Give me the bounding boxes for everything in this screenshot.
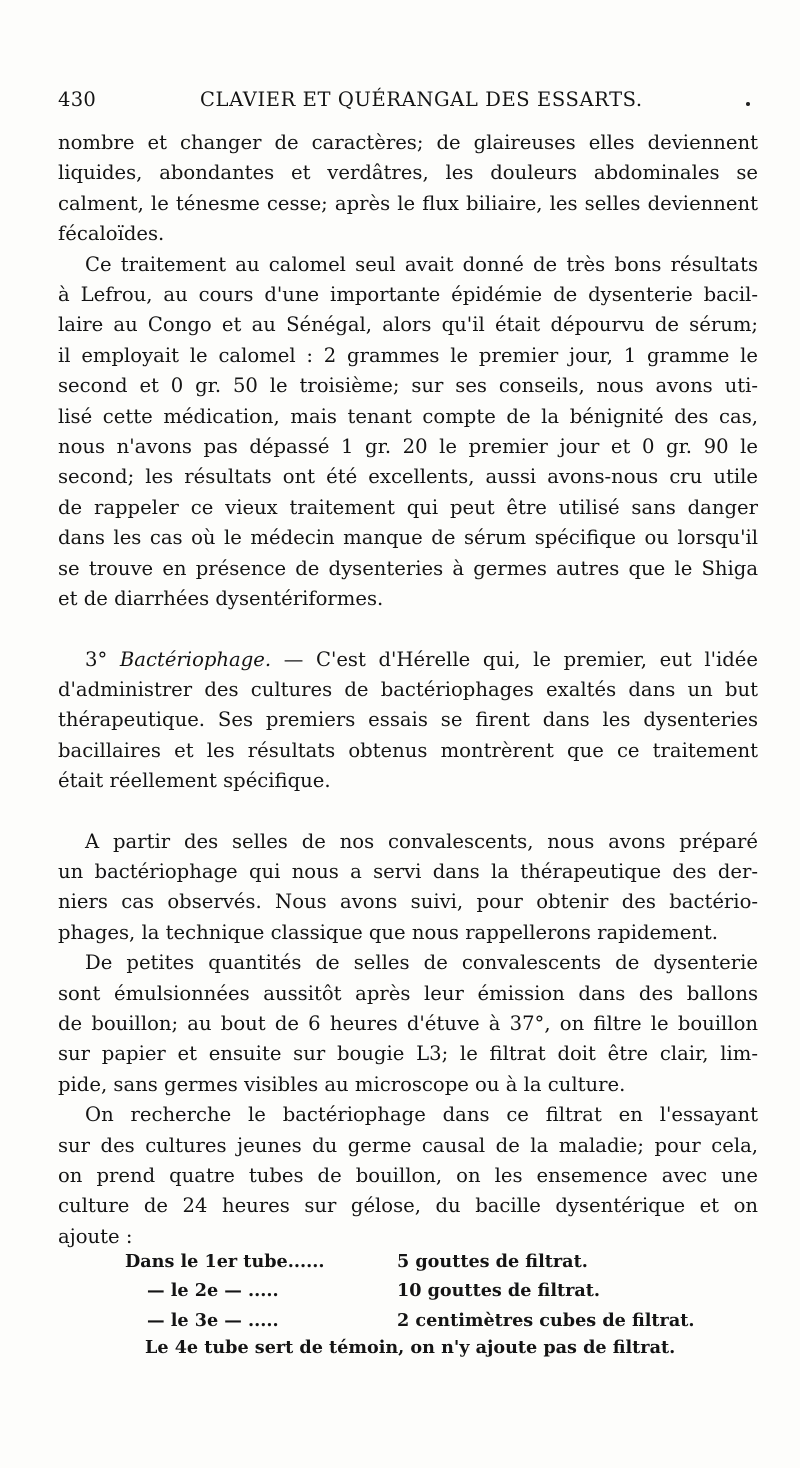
text-line: se trouve en présence de dysenteries à germes autres que le Shiga xyxy=(58,556,758,580)
text-line: second et 0 gr. 50 le troisième; sur ses conseils, nous avons uti- xyxy=(58,374,758,398)
table-row xyxy=(125,1247,745,1276)
body-text xyxy=(58,128,758,1252)
text-line: thérapeutique. Ses premiers essais se firent dans les dysenteries xyxy=(58,708,758,732)
section-title: Bactériophage. xyxy=(119,647,272,671)
text-line: fécaloïdes. xyxy=(58,222,165,246)
dosage-table xyxy=(125,1247,745,1335)
text-line: Ce traitement au calomel seul avait donné de très bons résultats xyxy=(85,252,758,276)
table-cell-tube: — le 3e — ..... xyxy=(147,1309,279,1331)
text-line: ajoute : xyxy=(58,1224,133,1248)
text-line: nombre et changer de caractères; de glaireuses elles deviennent xyxy=(58,131,758,154)
table-cell-tube: — le 2e — ..... xyxy=(147,1280,279,1302)
text-line: un bactériophage qui nous a servi dans la thérapeutique des der- xyxy=(58,859,758,883)
text-line: bacillaires et les résultats obtenus montrèrent que ce traitement xyxy=(58,738,758,762)
table-row xyxy=(125,1306,745,1335)
text-line: sont émulsionnées aussitôt après leur émission dans des ballons xyxy=(58,981,758,1005)
text-line: second; les résultats ont été excellents, aussi avons-nous cru utile xyxy=(58,465,758,489)
section-heading-line xyxy=(58,645,758,675)
text-line: lisé cette médication, mais tenant compte de la bénignité des cas, xyxy=(58,404,758,428)
page-header xyxy=(58,88,758,114)
table-row xyxy=(125,1276,745,1305)
control-tube-note: Le 4e tube sert de témoin, on n'y ajoute pas de filtrat. xyxy=(145,1337,676,1358)
text-line: pide, sans germes visibles au microscope ou à la culture. xyxy=(58,1072,626,1096)
text-line: à Lefrou, au cours d'une importante épidémie de dysenterie bacil- xyxy=(58,283,758,307)
text-line: liquides, abondantes et verdâtres, les douleurs abdominales se xyxy=(58,161,758,185)
text-line: A partir des selles de nos convalescents, nous avons préparé xyxy=(85,829,758,853)
text-line: culture de 24 heures sur gélose, du bacille dysentérique et on xyxy=(58,1194,758,1218)
table-cell-dose: 10 gouttes de filtrat. xyxy=(397,1280,601,1302)
text-line: phages, la technique classique que nous rappellerons rapidement. xyxy=(58,920,719,944)
text-line: et de diarrhées dysentériformes. xyxy=(58,587,384,611)
text-line: il employait le calomel : 2 grammes le premier jour, 1 gramme le xyxy=(58,343,758,367)
table-cell-tube: Dans le 1er tube...... xyxy=(125,1251,325,1272)
text-line: nous n'avons pas dépassé 1 gr. 20 le premier jour et 0 gr. 90 le xyxy=(58,435,758,459)
text-line: sur des cultures jeunes du germe causal de la maladie; pour cela, xyxy=(58,1133,758,1157)
text-line: On recherche le bactériophage dans ce filtrat en l'essayant xyxy=(85,1103,758,1127)
section-dash: — xyxy=(283,647,304,671)
text-line: était réellement spécifique. xyxy=(58,769,331,793)
section-first-line: C'est d'Hérelle qui, le premier, eut l'idée xyxy=(315,647,759,671)
section-number: 3° xyxy=(85,647,108,671)
text-line: De petites quantités de selles de convalescents de dysenterie xyxy=(85,951,758,975)
running-head: CLAVIER ET QUÉRANGAL DES ESSARTS. xyxy=(200,88,643,111)
text-line: d'administrer des cultures de bactériophages exaltés dans un but xyxy=(58,677,758,701)
text-line: calment, le ténesme cesse; après le flux biliaire, les selles deviennent xyxy=(58,191,758,215)
text-line: laire au Congo et au Sénégal, alors qu'il était dépourvu de sérum; xyxy=(58,313,758,337)
page-number: 430 xyxy=(58,88,97,111)
text-line: dans les cas où le médecin manque de sérum spécifique ou lorsqu'il xyxy=(58,526,758,550)
text-line: sur papier et ensuite sur bougie L3; le filtrat doit être clair, lim- xyxy=(58,1042,758,1066)
table-cell-dose: 5 gouttes de filtrat. xyxy=(397,1251,588,1272)
stray-dot xyxy=(746,102,750,106)
text-line: niers cas observés. Nous avons suivi, pour obtenir des bactério- xyxy=(58,890,758,914)
table-cell-dose: 2 centimètres cubes de filtrat. xyxy=(397,1309,695,1331)
text-line: on prend quatre tubes de bouillon, on les ensemence avec une xyxy=(58,1164,758,1187)
text-line: de rappeler ce vieux traitement qui peut être utilisé sans danger xyxy=(58,495,758,519)
text-line: de bouillon; au bout de 6 heures d'étuve à 37°, on filtre le bouillon xyxy=(58,1011,758,1035)
